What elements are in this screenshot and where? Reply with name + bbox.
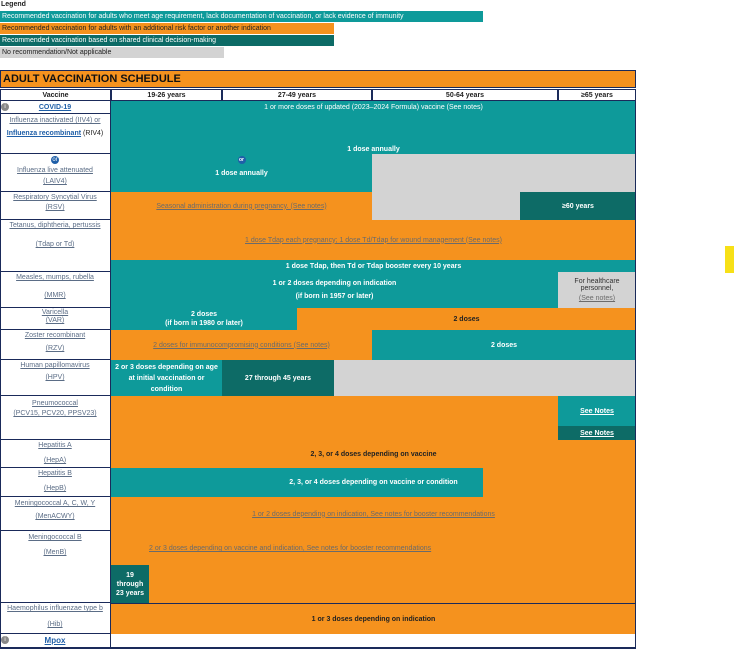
legend-item-risk: Recommended vaccination for adults with an additional risk factor or another indication (0, 23, 334, 34)
hib-bar[interactable]: 1 or 3 doses depending on indication (111, 603, 636, 634)
hpv-routine-bar[interactable]: 2 or 3 doses depending on age at initial vaccination or condition (111, 360, 222, 396)
mpox-bar (111, 634, 636, 648)
flu-inactivated-bar[interactable]: 1 dose annually (111, 114, 636, 154)
info-icon[interactable]: i (1, 636, 9, 644)
tdap-pregnancy-bar[interactable]: 1 dose Tdap each pregnancy; 1 dose Td/Tdap for wound management (See notes) (111, 220, 636, 260)
vaccine-flu-inactivated[interactable]: Influenza inactivated (IIV4) or Influenza recombinant (RIV4) (0, 114, 111, 154)
vaccine-tdap[interactable]: Tetanus, diphtheria, pertussis (Tdap or Td) (0, 220, 111, 272)
vaccine-hpv[interactable]: Human papillomavirus (HPV) (0, 360, 111, 396)
vaccine-menacwy[interactable]: Meningococcal A, C, W, Y (MenACWY) (0, 497, 111, 531)
pneumo-risk-bar[interactable] (111, 396, 558, 440)
pneumo-shared-bar[interactable]: See Notes (558, 426, 636, 440)
vaccine-mpox[interactable] (0, 634, 111, 648)
vaccine-hib[interactable]: Haemophilus influenzae type b (Hib) (0, 603, 111, 634)
hpv-na (334, 360, 636, 396)
flu-laiv-na (372, 154, 636, 192)
legend-item-na: No recommendation/Not applicable (0, 47, 224, 58)
vaccine-hepb[interactable]: Hepatitis B (HepB) (0, 468, 111, 497)
vaccine-mmr[interactable]: Measles, mumps, rubella (MMR) (0, 272, 111, 308)
var-risk-bar[interactable]: 2 doses (297, 308, 636, 330)
highlight-marker (725, 246, 734, 273)
covid-bar[interactable]: 1 or more doses of updated (2023–2024 Formula) vaccine (See notes) (111, 101, 636, 114)
info-icon[interactable]: i (1, 103, 9, 111)
header-vaccine: Vaccine (0, 89, 111, 101)
vaccine-rzv[interactable]: Zoster recombinant (RZV) (0, 330, 111, 360)
vaccine-pneumococcal[interactable]: Pneumococcal (PCV15, PCV20, PPSV23) (0, 396, 111, 440)
legend-item-routine: Recommended vaccination for adults who meet age requirement, lack documentation of vaccination, or lack evidence of immunity (0, 11, 483, 22)
vaccine-menb[interactable]: Meningococcal B (MenB) (0, 531, 111, 603)
mmr-hcp-note[interactable]: For healthcare personnel, (See notes) (558, 272, 636, 308)
menacwy-bar[interactable]: 1 or 2 doses depending on indication, See notes for booster recommendations (111, 497, 636, 531)
rsv-na (372, 192, 520, 220)
header-65: ≥65 years (558, 89, 636, 101)
or-badge-icon: or (239, 157, 244, 163)
legend-item-shared: Recommended vaccination based on shared clinical decision-making (0, 35, 334, 46)
vaccine-mpox-label[interactable]: Mpox (44, 636, 66, 645)
pneumo-65-bar[interactable]: See Notes (558, 396, 636, 426)
vaccine-covid-label[interactable]: COVID-19 (38, 104, 72, 111)
tdap-booster-bar[interactable]: 1 dose Tdap, then Td or Tdap booster every 10 years (111, 260, 636, 272)
or-badge-icon: or (52, 157, 58, 163)
mmr-bar[interactable]: 1 or 2 doses depending on indication (if born in 1957 or later) (111, 272, 558, 308)
legend-title: Legend (1, 1, 26, 8)
rsv-60-bar[interactable]: ≥60 years (520, 192, 636, 220)
vaccine-var[interactable]: Varicella (VAR) (0, 308, 111, 330)
flu-laiv-bar[interactable]: or 1 dose annually (111, 154, 372, 192)
schedule-title: ADULT VACCINATION SCHEDULE (0, 70, 636, 88)
header-19-26: 19-26 years (111, 89, 222, 101)
header-27-49: 27-49 years (222, 89, 372, 101)
menb-shared-bar[interactable]: 19 through 23 years (111, 565, 149, 603)
hepb-label: 2, 3, or 4 doses depending on vaccine or condition (289, 479, 458, 486)
vaccine-flu-laiv[interactable]: or Influenza live attenuated (LAIV4) (0, 154, 111, 192)
rsv-pregnancy-bar[interactable]: Seasonal administration during pregnancy. (See notes) (111, 192, 372, 220)
vaccine-rsv[interactable]: Respiratory Syncytial Virus (RSV) (0, 192, 111, 220)
vaccine-hepa[interactable]: Hepatitis A (HepA) (0, 440, 111, 468)
hepa-bar[interactable]: 2, 3, or 4 doses depending on vaccine (111, 440, 636, 468)
var-born-1980-bar[interactable]: 2 doses (if born in 1980 or later) (111, 308, 297, 330)
rzv-immunocompromised-bar[interactable]: 2 doses for immunocompromising conditions (See notes) (111, 330, 372, 360)
header-50-64: 50-64 years (372, 89, 558, 101)
vaccine-covid[interactable] (0, 101, 111, 114)
hpv-shared-bar[interactable]: 27 through 45 years (222, 360, 334, 396)
rzv-50-bar[interactable]: 2 doses (372, 330, 636, 360)
menb-bar[interactable]: 2 or 3 doses depending on vaccine and indication, See notes for booster recommendations (111, 531, 636, 603)
